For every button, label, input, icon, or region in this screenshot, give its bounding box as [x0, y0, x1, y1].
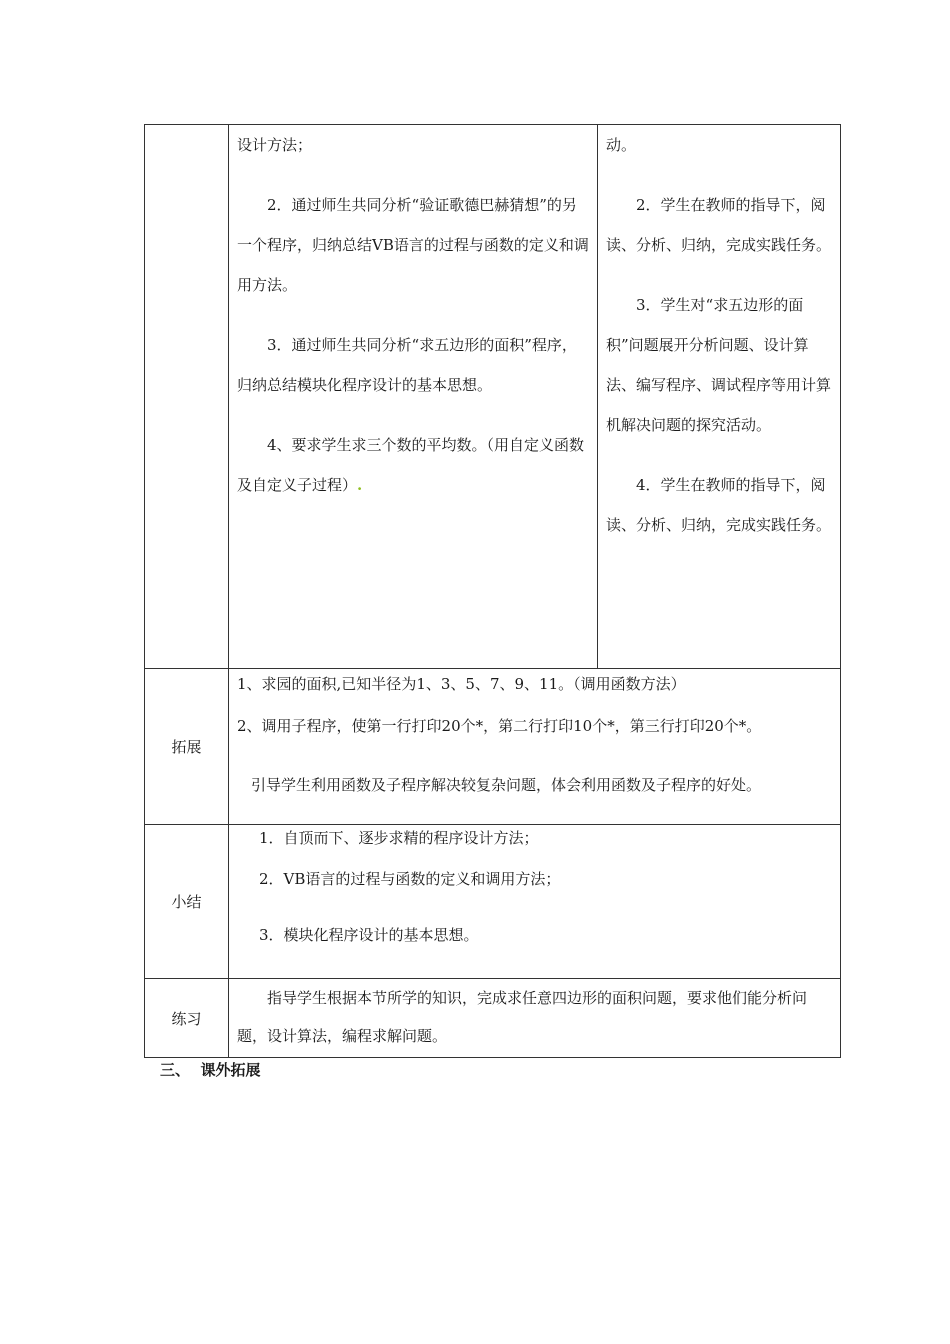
- teacher-activity-item: 2．通过师生共同分析“验证歌德巴赫猜想”的另一个程序，归纳总结VB语言的过程与函数的定义和调用方法。: [237, 196, 589, 294]
- student-activity-item: 4．学生在教师的指导下，阅读、分析、归纳，完成实践任务。: [606, 476, 832, 534]
- extension-label: 拓展: [145, 669, 229, 825]
- teacher-activity-item: 3．通过师生共同分析“求五边形的面积”程序，归纳总结模块化程序设计的基本思想。: [237, 336, 577, 394]
- student-activity-item: 3．学生对“求五边形的面积”问题展开分析问题、设计算法、编写程序、调试程序等用计算机解决问题的探究活动。: [606, 296, 832, 434]
- extension-line: 2、调用子程序，使第一行打印20个*，第二行打印10个*，第三行打印20个*。: [237, 717, 762, 735]
- summary-line: 2．VB语言的过程与函数的定义和调用方法；: [259, 870, 561, 888]
- teacher-activity-cell: [229, 125, 598, 669]
- extension-content-cell: [229, 669, 841, 825]
- student-activity-cell: [598, 125, 841, 669]
- section-heading: 三、 课外拓展: [160, 1061, 261, 1079]
- teacher-activity-text: 4、要求学生求三个数的平均数。（用自定义函数及自定义子过程）: [237, 436, 585, 494]
- table-row-practice: [145, 979, 841, 1058]
- summary-line: 3．模块化程序设计的基本思想。: [259, 926, 479, 944]
- table-row-extension: [145, 669, 841, 825]
- green-dot-mark: .: [357, 476, 363, 494]
- summary-label: 小结: [145, 825, 229, 979]
- summary-content-cell: [229, 825, 841, 979]
- empty-label-cell: [145, 125, 229, 669]
- practice-label: 练习: [145, 979, 229, 1058]
- extension-line: 1、求园的面积,已知半径为1、3、5、7、9、11。（调用函数方法）: [237, 675, 686, 693]
- table-row-activities: [145, 125, 841, 669]
- student-activity-item: 2．学生在教师的指导下，阅读、分析、归纳，完成实践任务。: [606, 196, 832, 254]
- table-row-summary: [145, 825, 841, 979]
- practice-text: 指导学生根据本节所学的知识，完成求任意四边形的面积问题，要求他们能分析问题，设计算法，编程求解问题。: [237, 989, 808, 1045]
- extension-line: 引导学生利用函数及子程序解决较复杂问题，体会利用函数及子程序的好处。: [251, 776, 762, 794]
- summary-line: 1．自顶而下、逐步求精的程序设计方法；: [259, 829, 539, 847]
- teacher-activity-item: [237, 425, 589, 505]
- student-activity-line: 动。: [606, 136, 637, 154]
- lesson-plan-table: [144, 124, 841, 1058]
- practice-content-cell: [229, 979, 841, 1058]
- teacher-activity-line: 设计方法；: [237, 136, 313, 154]
